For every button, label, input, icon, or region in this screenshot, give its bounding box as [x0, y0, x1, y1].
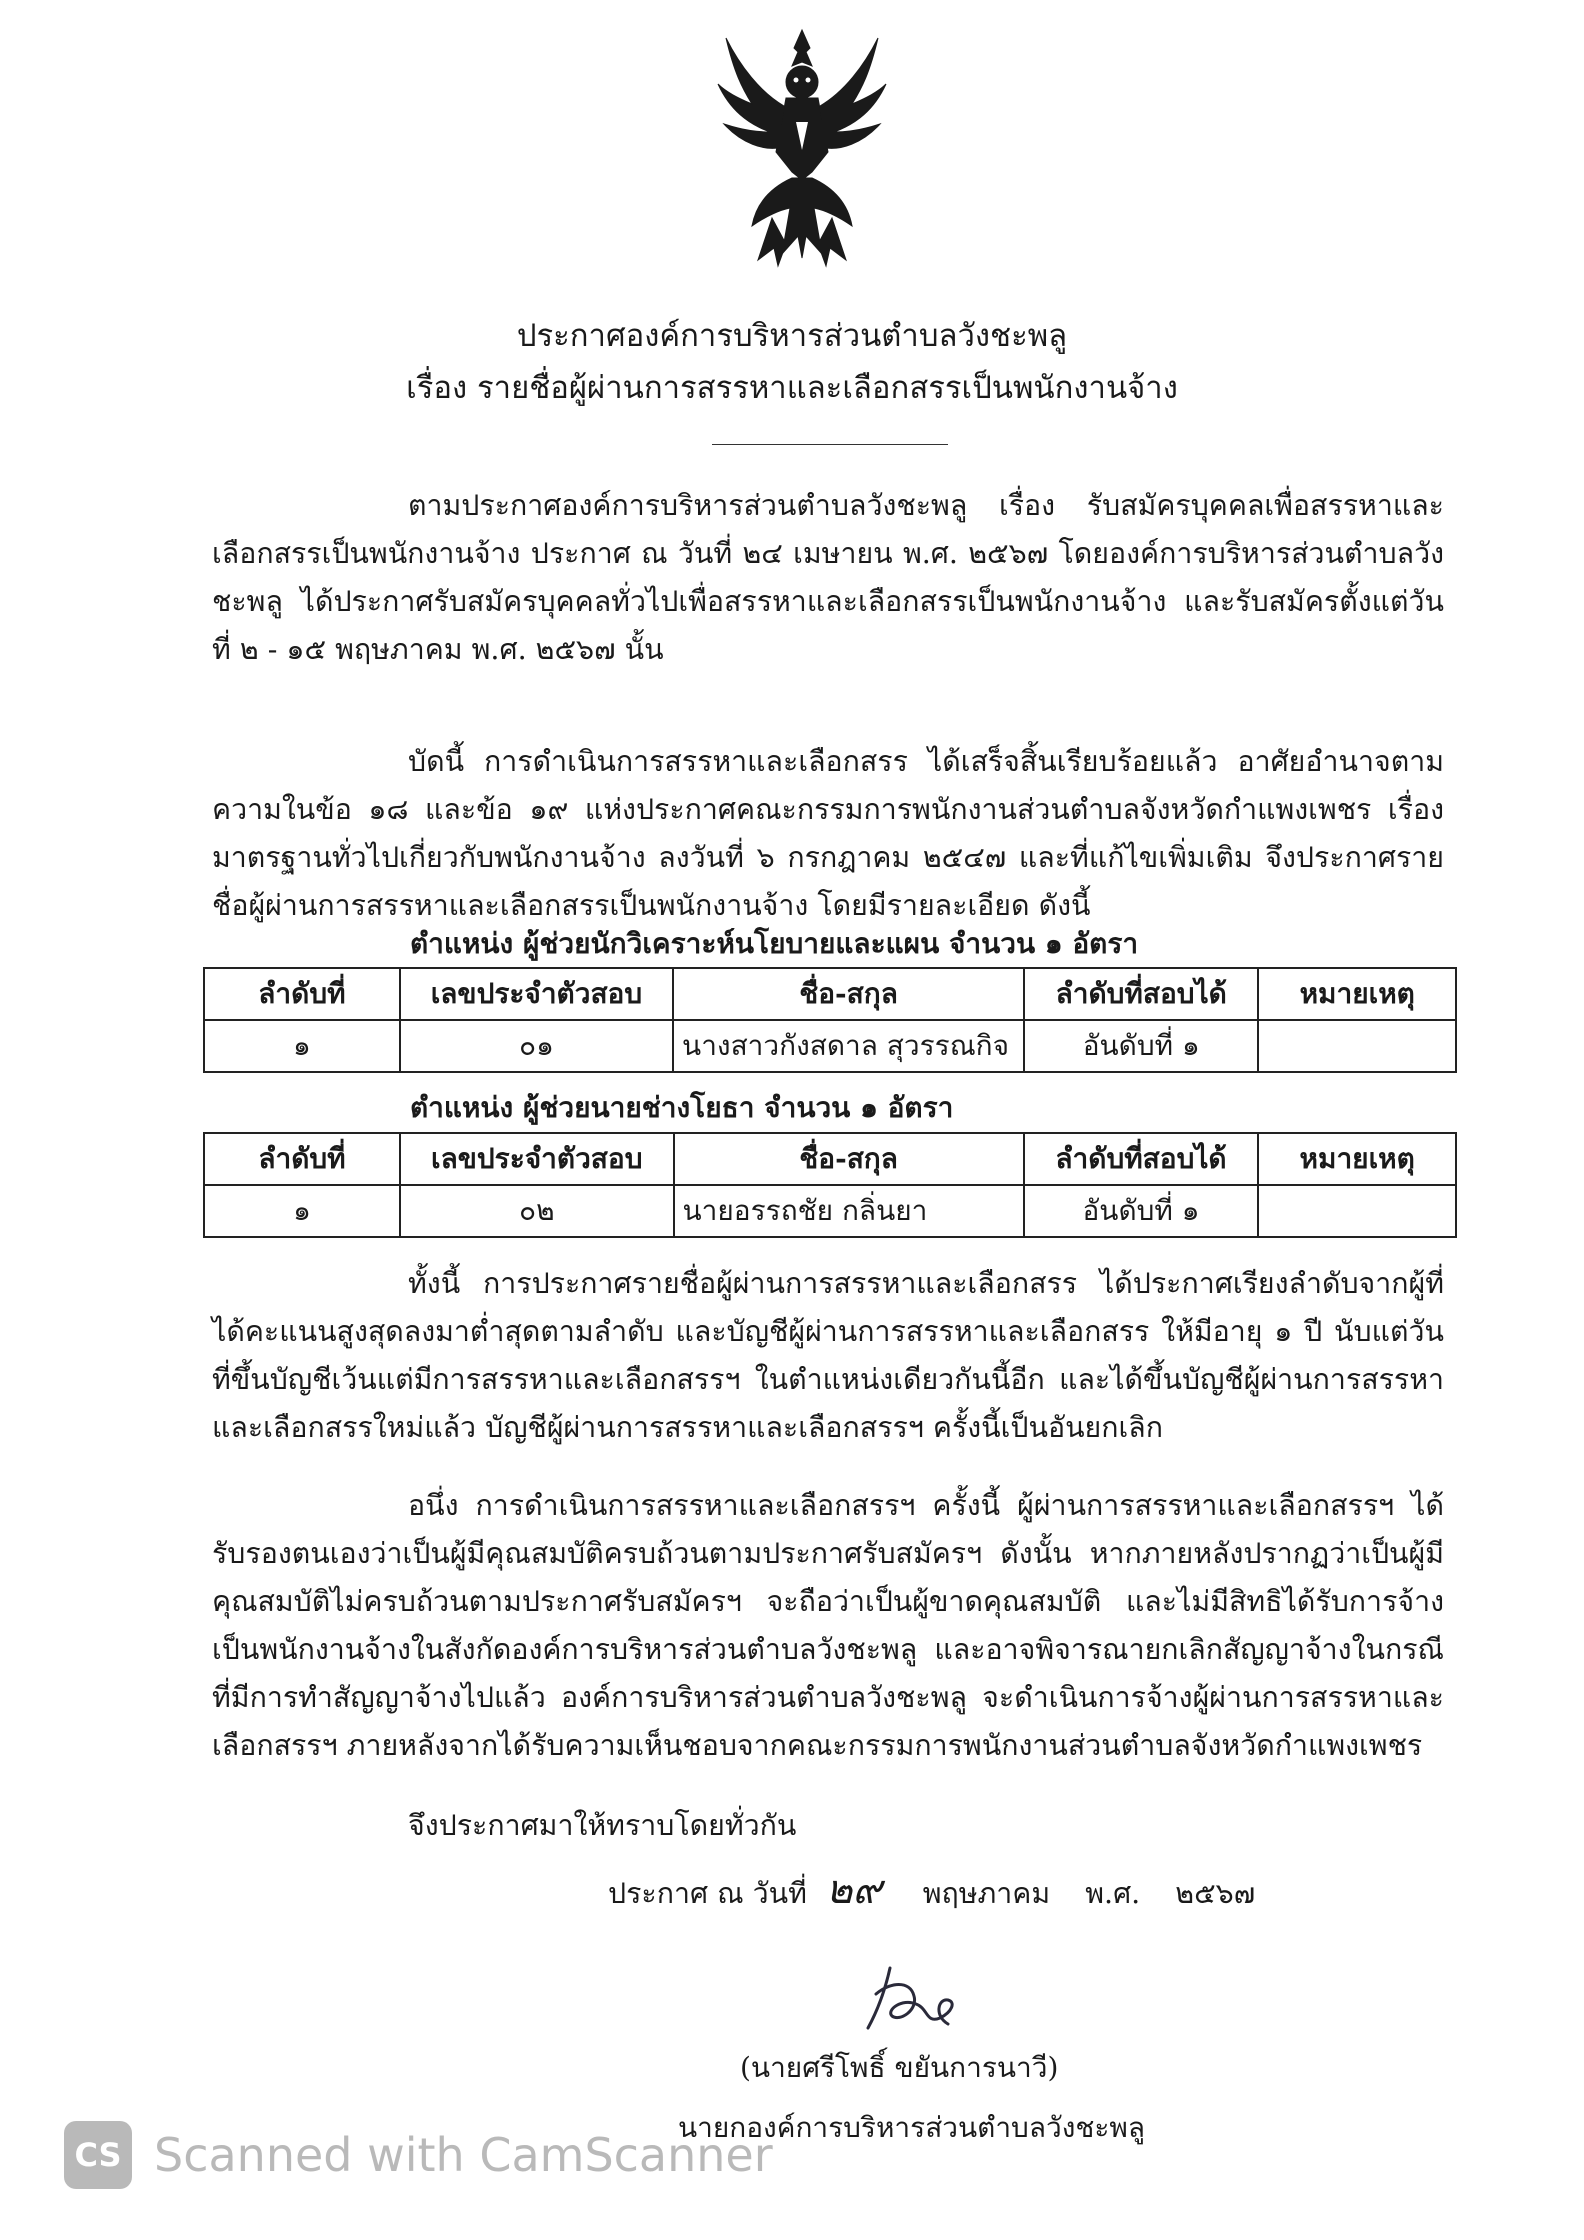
date-year: ๒๕๖๗ — [1175, 1877, 1256, 1910]
paragraph-qualification-notice: อนึ่ง การดำเนินการสรรหาและเลือกสรรฯ ครั้งนี้ ผู้ผ่านการสรรหาและเลือกสรรฯ ได้รับรองตนเองว่าเป็นผู้มีคุณสมบัติครบถ้วนตามประกาศรับสมัครฯ ดังนั้น หากภายหลังปรากฏว่าเป็นผู้มีคุณสมบัติไม่ครบถ้วนตามประกาศรับสมัครฯ จะถือว่าเป็นผู้ขาดคุณสมบัติ และไม่มีสิทธิได้รับการจ้างเป็นพนักงานจ้างในสังกัดองค์การบริหารส่วนตำบลวังชะพลู และอาจพิจารณายกเลิกสัญญาจ้างในกรณีที่มีการทำสัญญาจ้างไปแล้ว องค์การบริหารส่วนตำบลวังชะพลู จะดำเนินการจ้างผู้ผ่านการสรรหาและเลือกสรรฯ ภายหลังจากได้รับความเห็นชอบจากคณะกรรมการพนักงานส่วนตำบลจังหวัดกำแพงเพชร — [212, 1489, 1444, 1762]
watermark-text: Scanned with CamScanner — [154, 2128, 773, 2182]
date-era: พ.ศ. — [1085, 1877, 1141, 1910]
col-header-exam-id: เลขประจำตัวสอบ — [400, 968, 673, 1020]
paragraph-result: บัดนี้ การดำเนินการสรรหาและเลือกสรร ได้เสร็จสิ้นเรียบร้อยแล้ว อาศัยอำนาจตามความในข้อ ๑๘ และข้อ ๑๙ แห่งประกาศคณะกรรมการพนักงานส่วนตำบลจังหวัดกำแพงเพชร เรื่องมาตรฐานทั่วไปเกี่ยวกับพนักงานจ้าง ลงวันที่ ๖ กรกฎาคม ๒๕๔๗ และที่แก้ไขเพิ่มเติม จึงประกาศรายชื่อผู้ผ่านการสรรหาและเลือกสรรเป็นพนักงานจ้าง โดยมีรายละเอียด ดังนี้ — [212, 745, 1444, 922]
col-header-name: ชื่อ-สกุล — [673, 968, 1024, 1020]
cell-rank: อันดับที่ ๑ — [1024, 1185, 1259, 1237]
date-month: พฤษภาคม — [922, 1877, 1051, 1910]
col-header-rank: ลำดับที่สอบได้ — [1024, 968, 1258, 1020]
col-header-exam-id: เลขประจำตัวสอบ — [400, 1133, 674, 1185]
cell-order: ๑ — [204, 1020, 400, 1072]
table-header-row — [204, 1133, 1456, 1185]
cell-exam-id: ๐๑ — [400, 1020, 673, 1072]
camscanner-logo-icon — [62, 2119, 134, 2191]
announcement-date — [608, 1867, 1256, 1914]
closing-statement: จึงประกาศมาให้ทราบโดยทั่วกัน — [408, 1809, 797, 1842]
col-header-note: หมายเหตุ — [1258, 1133, 1456, 1185]
col-header-name: ชื่อ-สกุล — [674, 1133, 1024, 1185]
table-header-row — [204, 968, 1456, 1020]
table-row — [204, 1020, 1456, 1072]
paragraph-ranking-validity: ทั้งนี้ การประกาศรายชื่อผู้ผ่านการสรรหาและเลือกสรร ได้ประกาศเรียงลำดับจากผู้ที่ได้คะแนนสูงสุดลงมาต่ำสุดตามลำดับ และบัญชีผู้ผ่านการสรรหาและเลือกสรร ให้มีอายุ ๑ ปี นับแต่วันที่ขึ้นบัญชีเว้นแต่มีการสรรหาและเลือกสรรฯ ในตำแหน่งเดียวกันนี้อีก และได้ขึ้นบัญชีผู้ผ่านการสรรหาและเลือกสรรใหม่แล้ว บัญชีผู้ผ่านการสรรหาและเลือกสรรฯ ครั้งนี้เป็นอันยกเลิก — [212, 1267, 1444, 1444]
cell-note — [1258, 1185, 1456, 1237]
cell-name: นายอรรถชัย กลิ่นยา — [674, 1185, 1024, 1237]
position-heading-2: ตำแหน่ง ผู้ช่วยนายช่างโยธา จำนวน ๑ อัตรา — [410, 1091, 954, 1124]
cell-name: นางสาวกังสดาล สุวรรณกิจ — [673, 1020, 1024, 1072]
title-divider — [712, 444, 948, 445]
svg-text:CS: CS — [74, 2136, 122, 2174]
paragraph-background: ตามประกาศองค์การบริหารส่วนตำบลวังชะพลู เรื่อง รับสมัครบุคคลเพื่อสรรหาและเลือกสรรเป็นพนักงานจ้าง ประกาศ ณ วันที่ ๒๔ เมษายน พ.ศ. ๒๕๖๗ โดยองค์การบริหารส่วนตำบลวังชะพลู ได้ประกาศรับสมัครบุคคลทั่วไปเพื่อสรรหาและเลือกสรรเป็นพนักงานจ้าง และรับสมัครตั้งแต่วันที่ ๒ - ๑๕ พฤษภาคม พ.ศ. ๒๕๖๗ นั้น — [212, 489, 1444, 666]
date-prefix: ประกาศ ณ วันที่ — [608, 1877, 807, 1910]
cell-rank: อันดับที่ ๑ — [1024, 1020, 1258, 1072]
announcement-title: ประกาศองค์การบริหารส่วนตำบลวังชะพลู — [516, 318, 1068, 354]
cell-note — [1258, 1020, 1456, 1072]
col-header-order: ลำดับที่ — [204, 968, 400, 1020]
garuda-emblem-icon — [712, 22, 892, 274]
signature-mark — [856, 1960, 966, 2044]
position-heading-1: ตำแหน่ง ผู้ช่วยนักวิเคราะห์นโยบายและแผน จำนวน ๑ อัตรา — [410, 927, 1139, 960]
camscanner-watermark — [62, 2117, 773, 2193]
candidate-table-2 — [203, 1132, 1457, 1238]
signer-name: (นายศรีโพธิ์ ขยันการนาวี) — [740, 2051, 1059, 2084]
cell-order: ๑ — [204, 1185, 400, 1237]
candidate-table-1 — [203, 967, 1457, 1073]
cell-exam-id: ๐๒ — [400, 1185, 674, 1237]
announcement-subject: เรื่อง รายชื่อผู้ผ่านการสรรหาและเลือกสรรเป็นพนักงานจ้าง — [406, 370, 1178, 406]
table-row — [204, 1185, 1456, 1237]
date-day-handwritten: ๒๙ — [825, 1867, 882, 1913]
col-header-rank: ลำดับที่สอบได้ — [1024, 1133, 1259, 1185]
signer-position: นายกองค์การบริหารส่วนตำบลวังชะพลู — [678, 2111, 1146, 2144]
col-header-note: หมายเหตุ — [1258, 968, 1456, 1020]
col-header-order: ลำดับที่ — [204, 1133, 400, 1185]
